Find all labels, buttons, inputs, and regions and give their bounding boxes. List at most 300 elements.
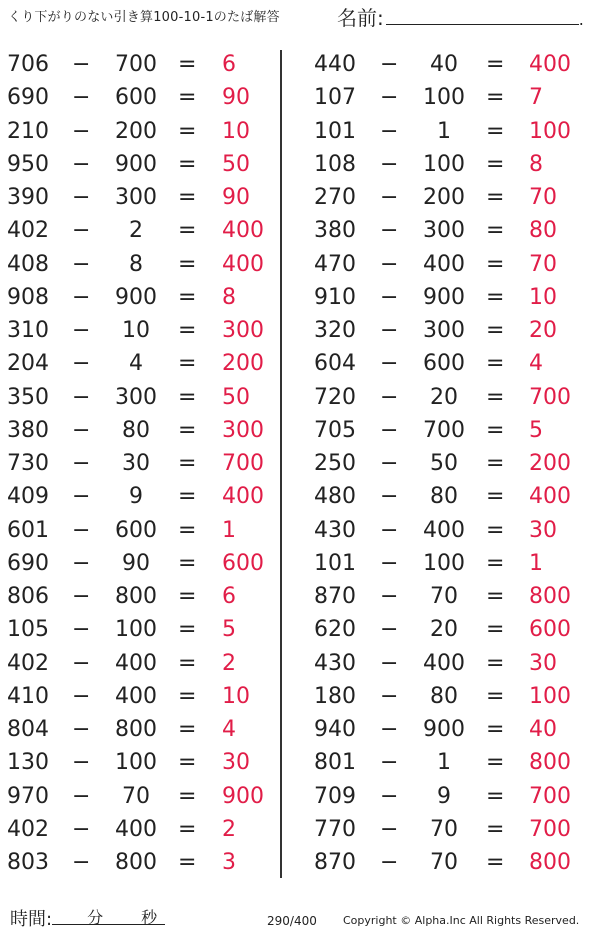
equals-sign: = [178, 52, 197, 77]
minus-sign: − [380, 717, 399, 742]
minus-sign: − [380, 584, 399, 609]
minuend: 620 [314, 617, 356, 643]
subtrahend: 700 [423, 417, 465, 443]
answer: 400 [222, 484, 264, 510]
problem-row [0, 380, 280, 413]
equals-sign: = [178, 318, 197, 343]
answer: 900 [222, 783, 264, 809]
minuend: 604 [314, 351, 356, 377]
subtrahend: 300 [115, 185, 157, 210]
equals-sign: = [486, 451, 505, 476]
subtrahend: 9 [437, 783, 451, 809]
problem-row [0, 47, 280, 80]
equals-sign: = [486, 351, 505, 377]
minus-sign: − [380, 151, 399, 177]
subtrahend: 80 [430, 484, 458, 510]
minus-sign: − [380, 850, 399, 875]
answer: 6 [222, 584, 236, 609]
subtrahend: 300 [115, 384, 157, 410]
minuend: 470 [314, 251, 356, 277]
subtrahend: 80 [122, 417, 150, 443]
minus-sign: − [72, 650, 91, 676]
minuend: 705 [314, 417, 356, 443]
problem-row [300, 280, 600, 313]
subtrahend: 90 [122, 550, 150, 576]
equals-sign: = [178, 783, 197, 809]
equals-sign: = [486, 185, 505, 210]
problem-row [0, 546, 280, 579]
equals-sign: = [486, 52, 505, 77]
subtrahend: 70 [122, 783, 150, 809]
subtrahend: 300 [423, 218, 465, 244]
problem-row [300, 47, 600, 80]
answer: 6 [222, 52, 236, 77]
minus-sign: − [72, 617, 91, 643]
subtrahend: 100 [423, 151, 465, 177]
equals-sign: = [178, 218, 197, 244]
minus-sign: − [72, 52, 91, 77]
answer: 10 [529, 284, 557, 310]
minuend: 101 [314, 118, 356, 144]
minus-sign: − [380, 816, 399, 842]
minus-sign: − [72, 284, 91, 310]
problem-row [0, 413, 280, 446]
name-label: 名前: [337, 6, 384, 30]
minuend: 770 [314, 816, 356, 842]
problem-row [300, 513, 600, 546]
problem-row [0, 579, 280, 612]
minus-sign: − [72, 683, 91, 709]
worksheet-title: くり下がりのない引き算100-10-1のたば解答 [8, 10, 280, 25]
subtrahend: 200 [115, 118, 157, 144]
subtrahend: 20 [430, 384, 458, 410]
time-blank-line [52, 906, 165, 925]
minuend: 720 [314, 384, 356, 410]
minuend: 806 [7, 584, 49, 609]
equals-sign: = [178, 484, 197, 510]
minus-sign: − [380, 683, 399, 709]
answer: 700 [529, 384, 571, 410]
minuend: 803 [7, 850, 49, 875]
minus-sign: − [72, 850, 91, 875]
equals-sign: = [486, 251, 505, 277]
minus-sign: − [72, 517, 91, 543]
equals-sign: = [486, 584, 505, 609]
problem-row [0, 346, 280, 379]
minuend: 940 [314, 717, 356, 742]
subtrahend: 70 [430, 584, 458, 609]
column-divider [280, 50, 282, 878]
equals-sign: = [486, 417, 505, 443]
minuend: 801 [314, 750, 356, 776]
minus-sign: − [380, 517, 399, 543]
minuend: 870 [314, 584, 356, 609]
minus-sign: − [72, 251, 91, 277]
minuend: 910 [314, 284, 356, 310]
minuend: 402 [7, 218, 49, 244]
minuend: 480 [314, 484, 356, 510]
answer: 30 [222, 750, 250, 776]
problem-row [0, 247, 280, 280]
equals-sign: = [486, 717, 505, 742]
answer: 90 [222, 185, 250, 210]
answer: 50 [222, 151, 250, 177]
minus-sign: − [380, 218, 399, 244]
equals-sign: = [178, 617, 197, 643]
minuend: 709 [314, 783, 356, 809]
equals-sign: = [486, 850, 505, 875]
subtrahend: 700 [115, 52, 157, 77]
problem-row [0, 213, 280, 246]
subtrahend: 20 [430, 617, 458, 643]
answer: 400 [529, 52, 571, 77]
minus-sign: − [380, 484, 399, 510]
problem-row [0, 280, 280, 313]
subtrahend: 2 [129, 218, 143, 244]
minus-sign: − [72, 550, 91, 576]
problem-row [300, 313, 600, 346]
answer: 4 [529, 351, 543, 377]
minus-sign: − [72, 351, 91, 377]
problem-row [300, 114, 600, 147]
minuend: 870 [314, 850, 356, 875]
answer: 10 [222, 683, 250, 709]
problem-row [0, 612, 280, 645]
subtrahend: 9 [129, 484, 143, 510]
answer: 70 [529, 185, 557, 210]
problem-row [300, 579, 600, 612]
problem-row [0, 180, 280, 213]
equals-sign: = [178, 284, 197, 310]
minuend: 950 [7, 151, 49, 177]
subtrahend: 600 [115, 85, 157, 111]
equals-sign: = [486, 218, 505, 244]
equals-sign: = [486, 517, 505, 543]
minuend: 270 [314, 185, 356, 210]
name-dot: . [578, 10, 584, 29]
subtrahend: 800 [115, 850, 157, 875]
problem-row [300, 779, 600, 812]
problem-row [300, 147, 600, 180]
minutes-label: 分 [87, 908, 104, 927]
minus-sign: − [380, 52, 399, 77]
minus-sign: − [380, 384, 399, 410]
equals-sign: = [486, 550, 505, 576]
problem-column-right [300, 47, 600, 878]
minuend: 107 [314, 85, 356, 111]
problem-row [300, 80, 600, 113]
minuend: 101 [314, 550, 356, 576]
subtrahend: 900 [115, 151, 157, 177]
equals-sign: = [486, 750, 505, 776]
answer: 50 [222, 384, 250, 410]
name-blank-line [386, 6, 579, 25]
minus-sign: − [72, 151, 91, 177]
problem-row [0, 712, 280, 745]
problem-row [0, 779, 280, 812]
equals-sign: = [486, 384, 505, 410]
minuend: 706 [7, 52, 49, 77]
minus-sign: − [380, 550, 399, 576]
answer: 30 [529, 517, 557, 543]
seconds-label: 秒 [141, 908, 158, 927]
minuend: 310 [7, 318, 49, 343]
answer: 20 [529, 318, 557, 343]
minuend: 408 [7, 251, 49, 277]
problem-row [0, 80, 280, 113]
minus-sign: − [72, 185, 91, 210]
equals-sign: = [178, 584, 197, 609]
subtrahend: 400 [115, 650, 157, 676]
answer: 300 [222, 417, 264, 443]
equals-sign: = [486, 284, 505, 310]
minus-sign: − [72, 816, 91, 842]
minuend: 601 [7, 517, 49, 543]
subtrahend: 900 [423, 284, 465, 310]
minuend: 730 [7, 451, 49, 476]
equals-sign: = [178, 816, 197, 842]
answer: 2 [222, 650, 236, 676]
equals-sign: = [178, 351, 197, 377]
problem-row [0, 646, 280, 679]
equals-sign: = [486, 484, 505, 510]
answer: 30 [529, 650, 557, 676]
subtrahend: 100 [115, 617, 157, 643]
equals-sign: = [486, 118, 505, 144]
answer: 700 [222, 451, 264, 476]
subtrahend: 10 [122, 318, 150, 343]
equals-sign: = [486, 617, 505, 643]
subtrahend: 200 [423, 185, 465, 210]
answer: 1 [529, 550, 543, 576]
subtrahend: 50 [430, 451, 458, 476]
answer: 3 [222, 850, 236, 875]
subtrahend: 600 [115, 517, 157, 543]
problem-row [300, 479, 600, 512]
subtrahend: 70 [430, 816, 458, 842]
answer: 600 [529, 617, 571, 643]
equals-sign: = [178, 185, 197, 210]
minus-sign: − [380, 251, 399, 277]
minuend: 250 [314, 451, 356, 476]
answer: 8 [529, 151, 543, 177]
minuend: 380 [314, 218, 356, 244]
minus-sign: − [72, 85, 91, 111]
answer: 700 [529, 783, 571, 809]
subtrahend: 40 [430, 52, 458, 77]
subtrahend: 1 [437, 750, 451, 776]
problem-row [300, 646, 600, 679]
equals-sign: = [178, 550, 197, 576]
minus-sign: − [380, 185, 399, 210]
minus-sign: − [380, 417, 399, 443]
subtrahend: 800 [115, 717, 157, 742]
equals-sign: = [178, 118, 197, 144]
problem-row [0, 446, 280, 479]
equals-sign: = [486, 151, 505, 177]
minus-sign: − [72, 717, 91, 742]
subtrahend: 100 [423, 85, 465, 111]
answer: 5 [529, 417, 543, 443]
minuend: 210 [7, 118, 49, 144]
minus-sign: − [72, 783, 91, 809]
minus-sign: − [380, 85, 399, 111]
problem-row [300, 346, 600, 379]
problem-row [0, 479, 280, 512]
answer: 5 [222, 617, 236, 643]
minus-sign: − [380, 750, 399, 776]
subtrahend: 8 [129, 251, 143, 277]
problem-row [300, 679, 600, 712]
minuend: 804 [7, 717, 49, 742]
minuend: 380 [7, 417, 49, 443]
subtrahend: 1 [437, 118, 451, 144]
minus-sign: − [72, 384, 91, 410]
equals-sign: = [178, 384, 197, 410]
equals-sign: = [486, 683, 505, 709]
equals-sign: = [178, 251, 197, 277]
subtrahend: 400 [115, 683, 157, 709]
minuend: 690 [7, 550, 49, 576]
problem-row [300, 845, 600, 878]
answer: 400 [222, 251, 264, 277]
minuend: 320 [314, 318, 356, 343]
equals-sign: = [178, 451, 197, 476]
problem-row [300, 812, 600, 845]
equals-sign: = [486, 783, 505, 809]
problem-row [300, 546, 600, 579]
answer: 400 [222, 218, 264, 244]
problem-row [0, 147, 280, 180]
problem-row [300, 213, 600, 246]
page-number: 290/400 [267, 914, 317, 928]
equals-sign: = [178, 650, 197, 676]
minus-sign: − [380, 318, 399, 343]
minuend: 970 [7, 783, 49, 809]
subtrahend: 100 [423, 550, 465, 576]
answer: 8 [222, 284, 236, 310]
subtrahend: 900 [423, 717, 465, 742]
problem-row [300, 446, 600, 479]
answer: 90 [222, 85, 250, 111]
answer: 700 [529, 816, 571, 842]
minus-sign: − [72, 118, 91, 144]
problem-row [300, 612, 600, 645]
problem-row [300, 712, 600, 745]
answer: 100 [529, 118, 571, 144]
problem-row [300, 380, 600, 413]
copyright-notice: Copyright © Alpha.Inc All Rights Reserved. [343, 914, 580, 927]
subtrahend: 900 [115, 284, 157, 310]
subtrahend: 400 [115, 816, 157, 842]
equals-sign: = [486, 816, 505, 842]
minuend: 390 [7, 185, 49, 210]
minuend: 440 [314, 52, 356, 77]
minus-sign: − [72, 484, 91, 510]
answer: 1 [222, 517, 236, 543]
subtrahend: 4 [129, 351, 143, 377]
subtrahend: 100 [115, 750, 157, 776]
problem-row [300, 180, 600, 213]
minus-sign: − [380, 118, 399, 144]
problem-row [0, 845, 280, 878]
answer: 7 [529, 85, 543, 111]
minus-sign: − [72, 318, 91, 343]
subtrahend: 400 [423, 251, 465, 277]
answer: 80 [529, 218, 557, 244]
subtrahend: 400 [423, 650, 465, 676]
answer: 200 [529, 451, 571, 476]
answer: 300 [222, 318, 264, 343]
answer: 2 [222, 816, 236, 842]
subtrahend: 80 [430, 683, 458, 709]
minuend: 130 [7, 750, 49, 776]
minuend: 108 [314, 151, 356, 177]
problem-row [300, 413, 600, 446]
problem-row [0, 812, 280, 845]
answer: 200 [222, 351, 264, 377]
equals-sign: = [178, 517, 197, 543]
minuend: 409 [7, 484, 49, 510]
minus-sign: − [72, 451, 91, 476]
equals-sign: = [178, 850, 197, 875]
problem-row [0, 513, 280, 546]
minuend: 430 [314, 650, 356, 676]
answer: 10 [222, 118, 250, 144]
minus-sign: − [380, 783, 399, 809]
subtrahend: 600 [423, 351, 465, 377]
minus-sign: − [72, 750, 91, 776]
equals-sign: = [178, 683, 197, 709]
minuend: 908 [7, 284, 49, 310]
name-field [337, 2, 584, 31]
problem-row [0, 679, 280, 712]
problem-row [0, 745, 280, 778]
minuend: 430 [314, 517, 356, 543]
problem-row [300, 745, 600, 778]
minus-sign: − [72, 584, 91, 609]
minus-sign: − [380, 617, 399, 643]
minus-sign: − [380, 351, 399, 377]
answer: 600 [222, 550, 264, 576]
problem-column-left [0, 47, 280, 878]
time-label: 時間: [10, 909, 53, 930]
equals-sign: = [178, 85, 197, 111]
subtrahend: 400 [423, 517, 465, 543]
equals-sign: = [486, 650, 505, 676]
equals-sign: = [178, 750, 197, 776]
minuend: 350 [7, 384, 49, 410]
minus-sign: − [380, 451, 399, 476]
answer: 70 [529, 251, 557, 277]
answer: 4 [222, 717, 236, 742]
minus-sign: − [380, 284, 399, 310]
equals-sign: = [178, 417, 197, 443]
time-field [10, 905, 165, 931]
equals-sign: = [486, 318, 505, 343]
answer: 800 [529, 584, 571, 609]
subtrahend: 30 [122, 451, 150, 476]
minuend: 402 [7, 816, 49, 842]
equals-sign: = [178, 717, 197, 742]
minuend: 410 [7, 683, 49, 709]
subtrahend: 300 [423, 318, 465, 343]
minus-sign: − [380, 650, 399, 676]
answer: 100 [529, 683, 571, 709]
answer: 40 [529, 717, 557, 742]
minuend: 402 [7, 650, 49, 676]
problem-row [0, 114, 280, 147]
